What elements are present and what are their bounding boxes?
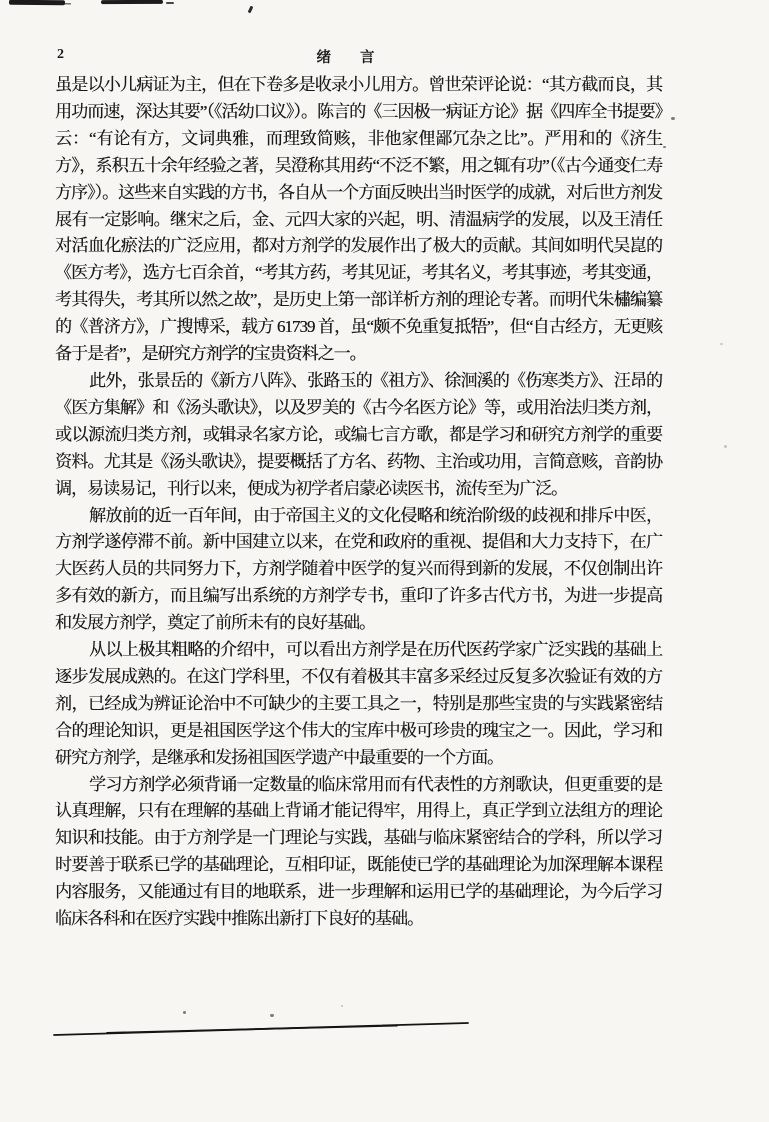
paragraph: 虽是以小儿病证为主，但在下卷多是收录小儿用方。曾世荣评论说：“其方截而良，其用功而速，深达其要”（《活幼口议》）。陈言的《三因极一病证方论》据《四库全书提要》云：“有论有方，文词典雅，而理致简赅，非他家俚鄙冗杂之比”。严用和的《济生方》，系积五十余年经验之著，吴澄称其用药“不泛不繁，用之辄有功”（《古今通变仁寿方序》）。这些来自实践的方书，各自从一个方面反映出当时医学的成就，对后世方剂发展有一定影响。继宋之后，金、元四大家的兴起，明、清温病学的发展，以及王清任对活血化瘀法的广泛应用，都对方剂学的发展作出了极大的贡献。其间如明代吴崑的《医方考》，选方七百余首，“考其方药，考其见证，考其名义，考其事迹，考其变通，考其得失，考其所以然之故”，是历史上第一部详析方剂的理论专著。而明代朱橚编纂的《普济方》，广搜博采，载方 61739 首，虽“颇不免重复抵牾”，但“自古经方，无更赅备于是者”，是研究方剂学的宝贵资料之一。 [55, 75, 662, 364]
scan-smudge-icon [166, 2, 174, 4]
scan-speck-icon [248, 6, 254, 14]
scan-speck-icon [183, 1011, 186, 1014]
paragraph: 解放前的近一百年间，由于帝国主义的文化侵略和统治阶级的歧视和排斥中医，方剂学遂停滞不前。新中国建立以来，在党和政府的重视、提倡和大力支持下，在广大医药人员的共同努力下，方剂学随着中医学的复兴而得到新的发展，不仅创制出许多有效的新方，而且编写出系统的方剂学专书，重印了许多古代方书，为进一步提高和发展方剂学，奠定了前所未有的良好基础。 [55, 505, 662, 633]
body-text [55, 72, 662, 933]
scan-smudge-icon [101, 0, 163, 4]
scan-speck-icon [724, 445, 727, 448]
running-title: 绪 言 [316, 50, 375, 66]
scan-speck-icon [720, 343, 723, 345]
scan-speck-icon [270, 1014, 274, 1017]
scan-speck-icon [341, 1005, 343, 1007]
running-head [55, 46, 662, 66]
page-number: 2 [57, 47, 64, 62]
paragraph: 学习方剂学必须背诵一定数量的临床常用而有代表性的方剂歌诀，但更重要的是认真理解，只有在理解的基础上背诵才能记得牢，用得上，真正学到立法组方的理论知识和技能。由于方剂学是一门理论与实践，基础与临床紧密结合的学科，所以学习时要善于联系已学的基础理论，互相印证，既能使已学的基础理论为加深理解本课程内容服务，又能通过有目的地联系，进一步理解和运用已学的基础理论，为今后学习临床各科和在医疗实践中推陈出新打下良好的基础。 [55, 774, 662, 929]
scan-speck-icon [671, 117, 675, 120]
scan-speck-icon [663, 146, 666, 148]
scan-curve-line [52, 1018, 472, 1040]
paragraph: 从以上极其粗略的介绍中，可以看出方剂学是在历代医药学家广泛实践的基础上逐步发展成熟的。在这门学科里，不仅有着极其丰富多采经过反复多次验证有效的方剂，已经成为辨证论治中不可缺少的主要工具之一，特别是那些宝贵的与实践紧密结合的理论知识，更是祖国医学这个伟大的宝库中极可珍贵的瑰宝之一。因此，学习和研究方剂学，是继承和发扬祖国医学遗产中最重要的一个方面。 [55, 640, 662, 767]
scan-smudge-icon [9, 0, 65, 5]
paragraph: 此外，张景岳的《新方八阵》、张路玉的《祖方》、徐洄溪的《伤寒类方》、汪昂的《医方集解》和《汤头歌诀》，以及罗美的《古今名医方论》等，或用治法归类方剂，或以源流归类方剂，或辑录名家方论，或编七言方歌，都是学习和研究方剂学的重要资料。尤其是《汤头歌诀》，提要概括了方名、药物、主治或功用，言简意赅，音韵协调，易读易记，刊行以来，便成为初学者启蒙必读医书，流传至为广泛。 [55, 370, 662, 498]
